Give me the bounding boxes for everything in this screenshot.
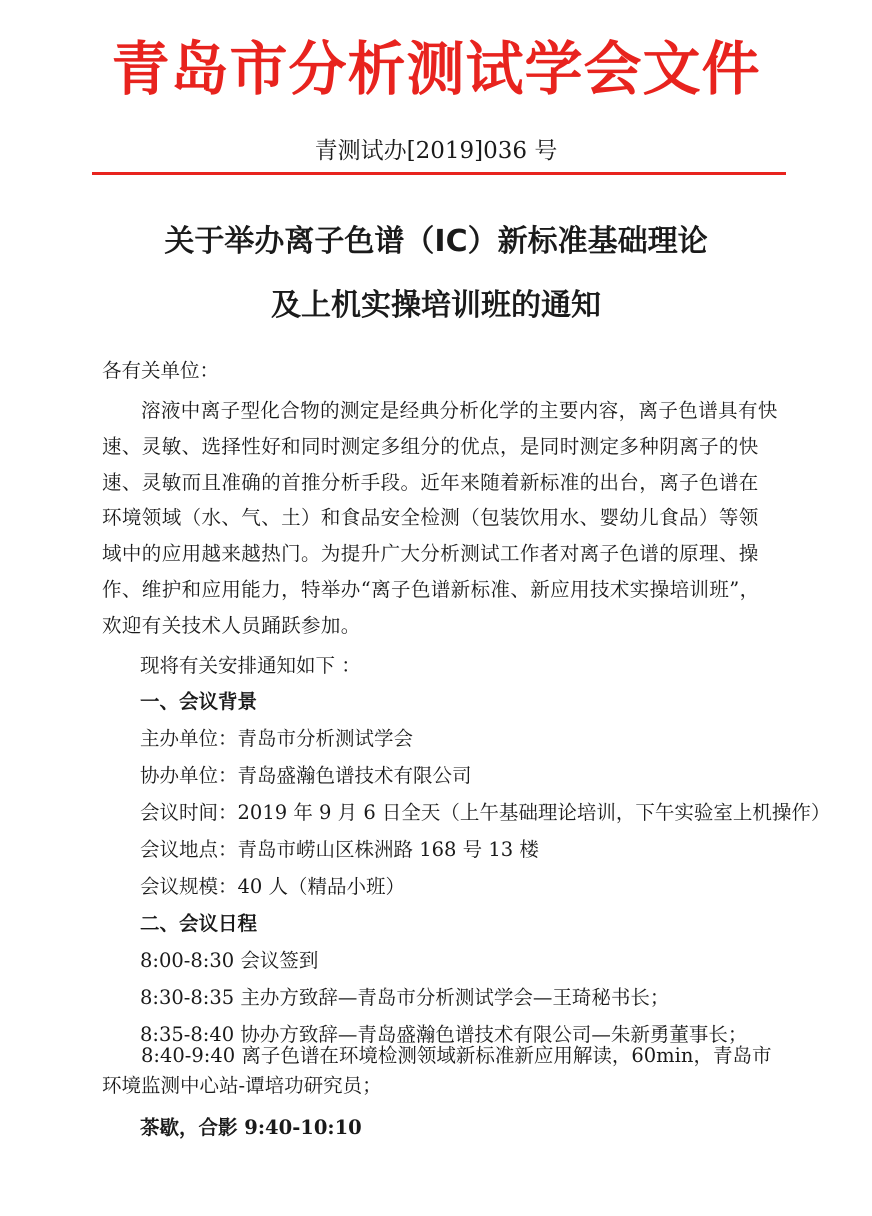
intro-text: 溶液中离子型化合物的测定是经典分析化学的主要内容，离子色谱具有快速、灵敏、选择性好和同时测定多组分的优点，是同时测定多种阴离子的快速、灵敏而且准确的首推分析手段。近年来随着新标准的出台，离子色谱在环境领域（水、气、土）和食品安全检测（包装饮用水、婴幼儿食品）等领域中的应用越来越热门。为提升广大分析测试工作者对离子色谱的原理、操作、维护和应用能力，特举办“离子色谱新标准、新应用技术实操培训班”，欢迎有关技术人员踊跃参加。 [102, 399, 778, 637]
section-2-heading: 二、会议日程 [140, 912, 258, 935]
co-organizer: 协办单位：青岛盛瀚色谱技术有限公司 [140, 764, 472, 787]
section-1-heading: 一、会议背景 [140, 690, 258, 713]
notice-title-line-2: 及上机实操培训班的通知 [271, 288, 601, 323]
meeting-scale: 会议规模：40 人（精品小班） [140, 875, 406, 898]
agenda-item: 8:35-8:40 协办方致辞—青岛盛瀚色谱技术有限公司—朱新勇董事长； [140, 1023, 748, 1046]
organizer: 主办单位：青岛市分析测试学会 [140, 727, 414, 750]
tea-break: 茶歇，合影 9:40-10:10 [140, 1116, 362, 1139]
org-file-title: 青岛市分析测试学会文件 [111, 35, 761, 103]
addressee: 各有关单位： [102, 359, 220, 382]
notice-title-line-1: 关于举办离子色谱（IC）新标准基础理论 [164, 224, 708, 259]
agenda-item: 8:30-8:35 主办方致辞—青岛市分析测试学会—王琦秘书长； [140, 986, 670, 1009]
meeting-time: 会议时间：2019 年 9 月 6 日全天（上午基础理论培训，下午实验室上机操作） [140, 801, 831, 824]
meeting-location: 会议地点：青岛市崂山区株洲路 168 号 13 楼 [140, 838, 539, 861]
header-divider [92, 172, 786, 175]
intro-paragraph [102, 393, 778, 644]
document-number: 青测试办[2019]036 号 [314, 138, 558, 164]
agenda-item: 8:40-9:40 离子色谱在环境检测领域新标准新应用解读，60min，青岛市环境监测中心站-谭培功研究员； [102, 1044, 772, 1097]
agenda-item: 8:00-8:30 会议签到 [140, 949, 319, 972]
arrangement-intro: 现将有关安排通知如下 ： [140, 654, 361, 677]
